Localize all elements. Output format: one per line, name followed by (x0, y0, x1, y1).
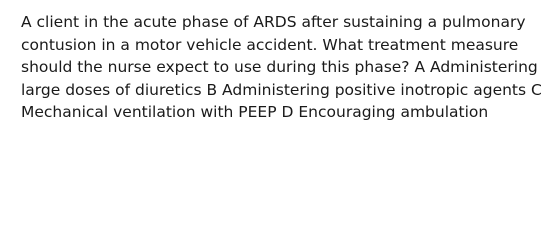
option-b-text: Administering positive inotropic agents (222, 80, 527, 99)
option-c-text: Mechanical ventilation with PEEP (21, 103, 277, 122)
question-text (21, 11, 551, 124)
option-b-letter: B (206, 80, 218, 99)
option-a-text: Administering large doses of diuretics (21, 58, 538, 99)
option-a-letter: A (414, 58, 426, 77)
option-d-text: Encouraging ambulation (298, 103, 489, 122)
option-d-letter: D (281, 103, 294, 122)
option-c-letter: C (531, 80, 542, 99)
question-stem: A client in the acute phase of ARDS after sustaining a pulmonary contusion in a motor vehicle accident. What treatment measure should the nurse expect to use during this phase? (21, 13, 526, 77)
